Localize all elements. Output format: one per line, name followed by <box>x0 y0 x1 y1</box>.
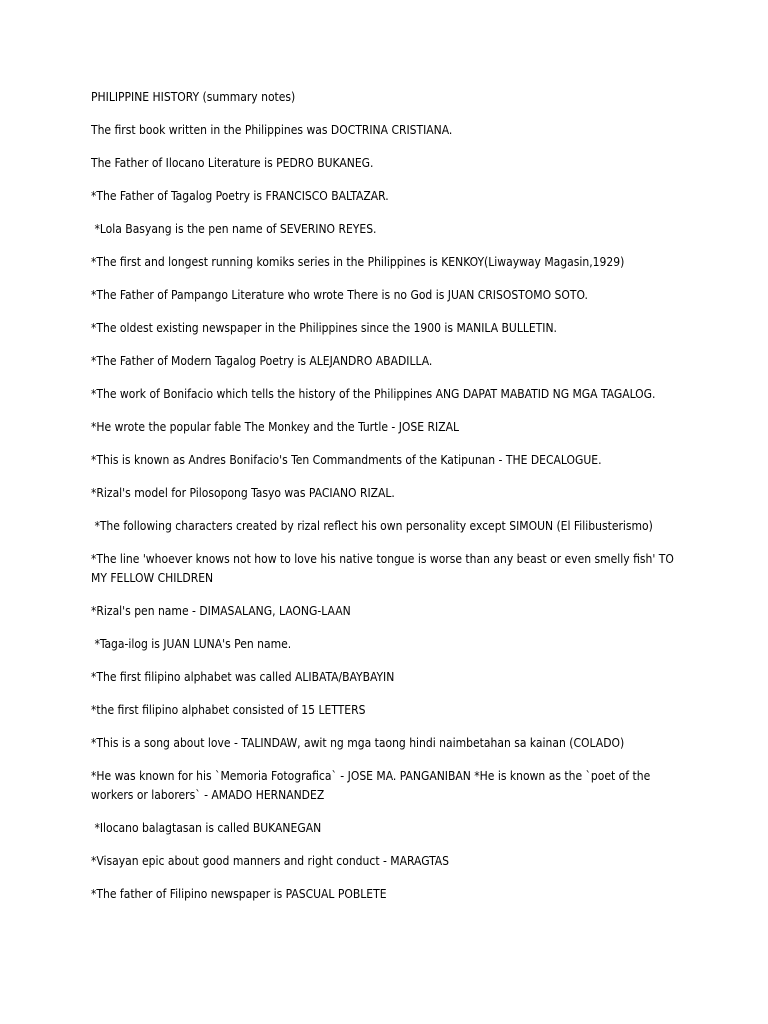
note-paragraph: *The first and longest running komiks series in the Philippines is KENKOY(Liwayway Magasin,1929) <box>91 255 625 269</box>
note-paragraph: *He was known for his `Memoria Fotografica` - JOSE MA. PANGANIBAN *He is known as the `poet of the workers or laborers` - AMADO HERNANDEZ <box>91 769 654 802</box>
note-paragraph: *Ilocano balagtasan is called BUKANEGAN <box>91 821 322 835</box>
note-paragraph: *The oldest existing newspaper in the Philippines since the 1900 is MANILA BULLETIN. <box>91 321 557 335</box>
note-paragraph: *Rizal's pen name - DIMASALANG, LAONG-LAAN <box>91 604 351 618</box>
note-paragraph: *Taga-ilog is JUAN LUNA's Pen name. <box>91 637 292 651</box>
note-paragraph: *The Father of Modern Tagalog Poetry is ALEJANDRO ABADILLA. <box>91 354 433 368</box>
note-paragraph: *Visayan epic about good manners and right conduct - MARAGTAS <box>91 854 450 868</box>
note-paragraph: *The Father of Pampango Literature who wrote There is no God is JUAN CRISOSTOMO SOTO. <box>91 288 588 302</box>
note-paragraph: *the first filipino alphabet consisted of 15 LETTERS <box>91 703 366 717</box>
note-paragraph: *The Father of Tagalog Poetry is FRANCISCO BALTAZAR. <box>91 189 389 203</box>
document-page <box>91 88 691 918</box>
note-paragraph: *The following characters created by rizal reflect his own personality except SIMOUN (El Filibusterismo) <box>91 519 653 533</box>
note-paragraph: *Rizal's model for Pilosopong Tasyo was PACIANO RIZAL. <box>91 486 395 500</box>
note-paragraph: *This is a song about love - TALINDAW, awit ng mga taong hindi naimbetahan sa kainan (COLADO) <box>91 736 625 750</box>
note-paragraph: *The work of Bonifacio which tells the history of the Philippines ANG DAPAT MABATID NG MGA TAGALOG. <box>91 387 656 401</box>
note-paragraph: The Father of Ilocano Literature is PEDRO BUKANEG. <box>91 156 374 170</box>
note-paragraph: *Lola Basyang is the pen name of SEVERINO REYES. <box>91 222 377 236</box>
document-title: PHILIPPINE HISTORY (summary notes) <box>91 90 296 104</box>
note-paragraph: *This is known as Andres Bonifacio's Ten Commandments of the Katipunan - THE DECALOGUE. <box>91 453 602 467</box>
note-paragraph: *The first filipino alphabet was called ALIBATA/BAYBAYIN <box>91 670 395 684</box>
note-paragraph: *He wrote the popular fable The Monkey and the Turtle - JOSE RIZAL <box>91 420 459 434</box>
note-paragraph: *The father of Filipino newspaper is PASCUAL POBLETE <box>91 887 387 901</box>
note-paragraph: The first book written in the Philippines was DOCTRINA CRISTIANA. <box>91 123 453 137</box>
note-paragraph: *The line 'whoever knows not how to love his native tongue is worse than any beast or even smelly fish' TO MY FELLOW CHILDREN <box>91 552 678 585</box>
